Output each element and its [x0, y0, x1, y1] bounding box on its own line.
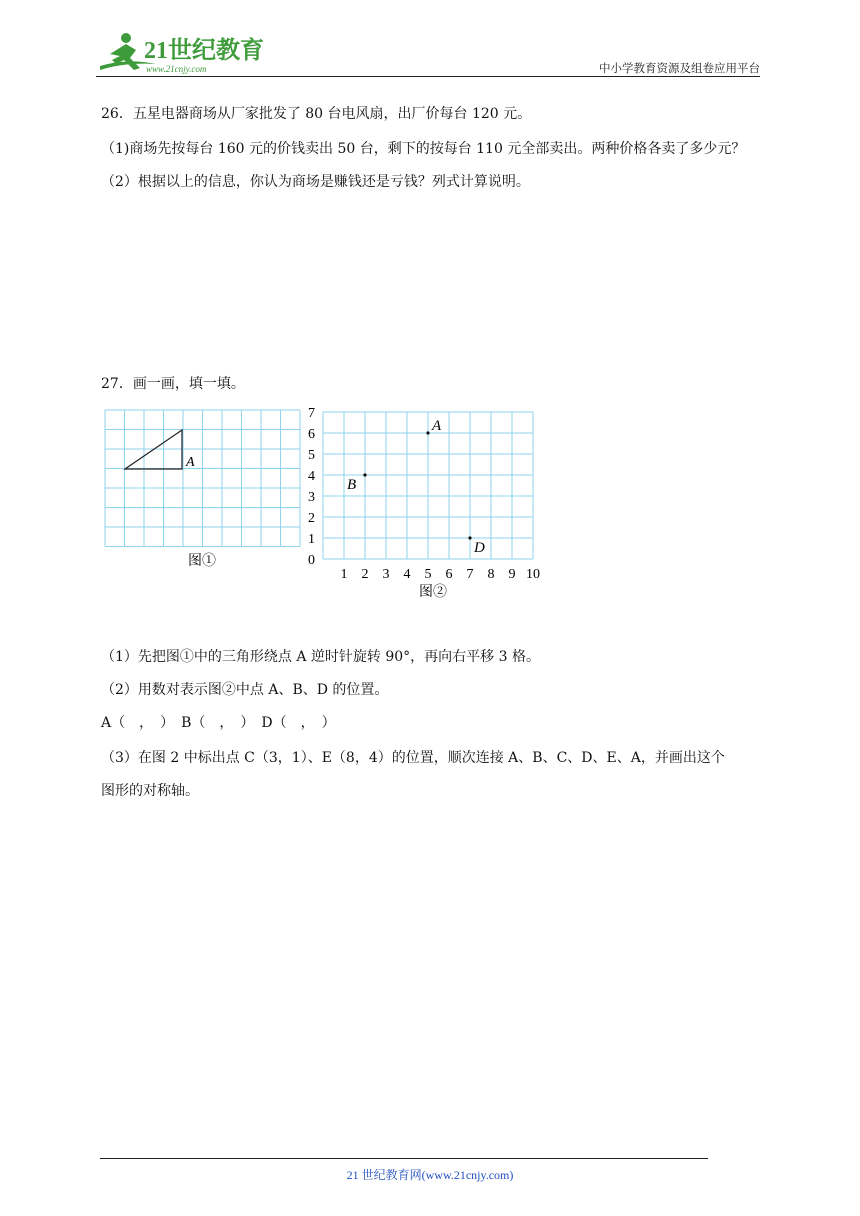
- fig2-point-a: [426, 431, 429, 434]
- q27-part2: （2）用数对表示图②中点 A、B、D 的位置。: [101, 682, 389, 698]
- fig2-y-tick: 5: [308, 448, 315, 463]
- fig1-point-label: A: [186, 455, 195, 470]
- logo-graphic: [96, 28, 266, 78]
- fig2-point-label: D: [474, 540, 485, 556]
- fig2-x-tick: 8: [487, 567, 495, 582]
- fig2-y-tick: 7: [308, 406, 315, 421]
- fig2-point-b: [363, 473, 366, 476]
- q27-answer-blanks[interactable]: A（ ， ） B（ ， ） D（ ， ）: [101, 715, 336, 731]
- fig2-x-tick: 9: [508, 567, 516, 582]
- footer-divider: [100, 1158, 708, 1159]
- q26-title: 26．五星电器商场从厂家批发了 80 台电风扇，出厂价每台 120 元。: [101, 106, 532, 122]
- fig2-point-label: B: [347, 477, 357, 493]
- figure-1: [100, 405, 305, 580]
- fig2-caption: 图②: [419, 585, 447, 600]
- fig1-caption: 图①: [188, 554, 216, 569]
- logo-text: 21世纪教育: [144, 38, 264, 64]
- fig2-y-tick: 2: [308, 511, 315, 526]
- fig2-y-tick: 3: [308, 490, 315, 505]
- q26-part2: （2）根据以上的信息，你认为商场是赚钱还是亏钱？列式计算说明。: [101, 174, 530, 190]
- fig2-x-tick: 6: [445, 567, 453, 582]
- q27-title: 27．画一画，填一填。: [101, 376, 245, 392]
- fig2-x-tick: 2: [361, 567, 369, 582]
- site-logo: [96, 28, 266, 78]
- fig2-x-tick: 1: [340, 567, 348, 582]
- fig2-x-tick: 5: [424, 567, 432, 582]
- fig2-x-tick: 3: [382, 567, 390, 582]
- q27-part3-line2: 图形的对称轴。: [101, 783, 199, 799]
- footer-link[interactable]: 21 世纪教育网(www.21cnjy.com): [346, 1168, 514, 1182]
- fig2-y-tick: 0: [308, 553, 315, 568]
- logo-url: www.21cnjy.com: [146, 64, 207, 74]
- fig2-y-tick: 6: [308, 427, 315, 442]
- header-right-text: 中小学教育资源及组卷应用平台: [599, 61, 760, 75]
- figure-2: [305, 400, 555, 605]
- fig2-point-d: [468, 536, 471, 539]
- fig2-x-tick: 7: [466, 567, 474, 582]
- fig2-y-tick: 4: [308, 469, 315, 484]
- q27-part1: （1）先把图①中的三角形绕点 A 逆时针旋转 90°，再向右平移 3 格。: [101, 649, 540, 665]
- fig2-x-tick: 10: [526, 567, 540, 582]
- fig2-x-tick: 4: [403, 567, 411, 582]
- q26-part1: （1)商场先按每台 160 元的价钱卖出 50 台，剩下的按每台 110 元全部卖出。两种价格各卖了多少元？: [101, 141, 746, 157]
- q27-part3-line1: （3）在图 2 中标出点 C（3，1）、E（8，4）的位置，顺次连接 A、B、C、D、E、A，并画出这个: [101, 750, 725, 766]
- fig2-y-tick: 1: [308, 532, 315, 547]
- header-divider: [96, 76, 760, 77]
- fig2-point-label: A: [432, 418, 442, 434]
